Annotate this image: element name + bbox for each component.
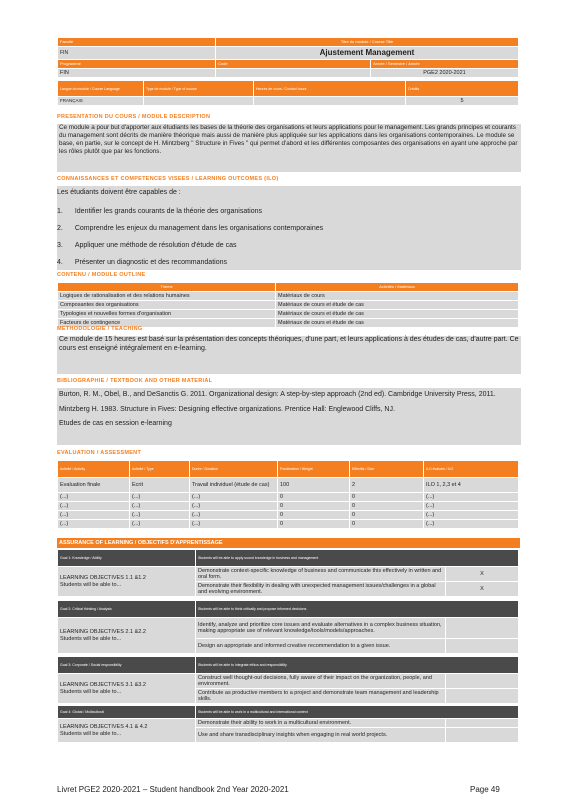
eval-cell: Ecrit (130, 478, 190, 493)
aol-mark: X (446, 582, 519, 597)
objective-subtitle: Students will be able to... (60, 688, 122, 695)
objective-subtitle: Students will be able to... (60, 581, 122, 588)
textbook-box (57, 388, 521, 445)
evaluation-table (57, 460, 519, 529)
reference: Mintzberg H. 1983. Structure in Fives: Designing effective organizations. Prentice Hall: Englewood Cliffs, NJ. (59, 405, 395, 413)
code-value (216, 69, 371, 78)
code-label: Code (216, 60, 371, 69)
table-row (58, 478, 519, 493)
learning-objective (58, 567, 196, 597)
header-faculty-label: Faculté (58, 38, 216, 47)
table-row (58, 520, 519, 529)
eval-cell: ILO 1, 2,3 et 4 (424, 478, 519, 493)
outcome-number: 1. (57, 208, 63, 215)
objective-subtitle: Students will be able to... (60, 635, 122, 642)
eval-cell: 0 (278, 520, 350, 529)
aol-mark: X (446, 567, 519, 582)
goal-detail-header: Students will be able to work in a multicultural and international context (196, 706, 519, 719)
page-number: Page 49 (470, 785, 500, 794)
outcome-item (57, 208, 517, 215)
outline-topic: Composantes des organisations (58, 301, 276, 310)
eval-cell: (...) (190, 493, 278, 502)
presentation-heading: PRESENTATION DU COURS / MODULE DESCRIPTION (57, 114, 211, 120)
eval-cell: (...) (58, 511, 130, 520)
reference: Etudes de cas en session e-learning (59, 420, 172, 427)
outline-material: Matériaux de cours et étude de cas (276, 319, 519, 328)
table-row (58, 493, 519, 502)
aol-mark (446, 719, 519, 728)
eval-col-header: Effectifs / Size (350, 461, 424, 478)
header-faculty-value: FIN (58, 47, 216, 60)
eval-cell: Evaluation finale (58, 478, 130, 493)
outcome-number: 3. (57, 242, 63, 249)
language-label: Langue du module / Course Language (58, 81, 144, 97)
table-row (58, 511, 519, 520)
aol-line: Contribute as productive members to a project and demonstrate team management and leadership skills. (196, 689, 446, 704)
goal-detail-header: Students will be able to think critically and propose informed decisions (196, 601, 519, 618)
outcome-text: Comprendre les enjeux du management dans les organisations contemporaines (74, 225, 324, 232)
aol-line: Construct well thought-out decisions, fully aware of their impact on the organization, people, and environment. (196, 674, 446, 689)
outline-topic: Typologies et nouvelles formes d'organisation (58, 310, 276, 319)
eval-cell: (...) (58, 493, 130, 502)
aol-mark (446, 639, 519, 654)
eval-cell: 0 (278, 511, 350, 520)
aol-heading: ASSURANCE OF LEARNING / OBJECTIFS D'APPRENTISSAGE (57, 538, 520, 548)
eval-cell: 0 (350, 493, 424, 502)
evaluation-heading: EVALUATION / ASSESSMENT (57, 450, 142, 456)
aol-group (57, 549, 519, 597)
eval-cell: (...) (424, 502, 519, 511)
teaching-heading: METHODOLOGIE / TEACHING (57, 326, 143, 332)
eval-cell: (...) (130, 493, 190, 502)
outline-col-header: Activités / Matériaux (276, 283, 519, 292)
learning-objective (58, 618, 196, 654)
table-row (58, 618, 519, 639)
eval-cell: (...) (424, 511, 519, 520)
outline-heading: CONTENU / MODULE OUTLINE (57, 272, 146, 278)
outline-col-header: Thème (58, 283, 276, 292)
eval-cell: (...) (130, 502, 190, 511)
aol-line: Demonstrate their flexibility in dealing with unexpected management issues/challenges in a global and evolving environment. (196, 582, 446, 597)
objective-title: LEARNING OBJECTIVES 4.1 & 4.2 (60, 723, 148, 730)
header-title-label: Titre du module / Course Title (216, 38, 519, 47)
language-value: FRANÇAIS (58, 97, 144, 106)
objective-title: LEARNING OBJECTIVES 2.1 &2.2 (60, 628, 146, 635)
aol-mark (446, 674, 519, 689)
teaching-text: Ce module de 15 heures est basé sur la présentation des concepts théoriques, d'une part, et leurs applications à des études de cas, d'autre part. Ce cours est enseigné intégralement en e-learning. (57, 336, 521, 374)
learning-objective (58, 674, 196, 704)
goal-detail-header: Students will be able to apply sound knowledge in business and management (196, 550, 519, 567)
eval-cell: (...) (130, 520, 190, 529)
goal-header: Goal 1: Knowledge / Ability (58, 550, 196, 567)
outcome-text: Présenter un diagnostic et des recommandations (74, 259, 227, 266)
aol-line: Design an appropriate and informed creative recommendation to a given issue. (196, 639, 446, 654)
outcomes-heading: CONNAISSANCES ET COMPETENCES VISEES / LEARNING OUTCOMES (ILO) (57, 176, 279, 182)
outline-table (57, 282, 519, 328)
eval-cell: 0 (278, 493, 350, 502)
programme-value: FIN (58, 69, 216, 78)
eval-cell: 0 (350, 520, 424, 529)
year-value: PGE2 2020-2021 (371, 69, 519, 78)
eval-cell: (...) (130, 511, 190, 520)
aol-group (57, 600, 519, 654)
outline-material: Matériaux de cours et étude de cas (276, 301, 519, 310)
eval-col-header: Durée / Duration (190, 461, 278, 478)
eval-cell: Travail individuel (étude de cas) (190, 478, 278, 493)
outcome-item (57, 259, 517, 266)
objective-title: LEARNING OBJECTIVES 1.1 &1.2 (60, 574, 146, 581)
goal-header: Goal 3: Corporate / Social responsibility (58, 657, 196, 674)
eval-cell: 2 (350, 478, 424, 493)
outcome-text: Identifier les grands courants de la théorie des organisations (74, 208, 263, 215)
aol-group (57, 656, 519, 704)
eval-cell: (...) (190, 511, 278, 520)
eval-cell: (...) (58, 520, 130, 529)
aol-mark (446, 618, 519, 639)
outline-topic: Facteurs de contingence (58, 319, 276, 328)
outline-topic: Logiques de rationalisation et des relations humaines (58, 292, 276, 301)
goal-detail-header: Students will be able to integrate ethics and responsibility (196, 657, 519, 674)
eval-cell: 100 (278, 478, 350, 493)
objective-subtitle: Students will be able to... (60, 730, 122, 737)
hours-value (254, 97, 406, 106)
learning-objective (58, 719, 196, 743)
outcome-text: Appliquer une méthode de résolution d'étude de cas (74, 242, 237, 249)
type-value (144, 97, 254, 106)
outline-material: Matériaux de cours (276, 292, 519, 301)
aol-line: Demonstrate their ability to work in a multicultural environment. (196, 719, 446, 728)
course-header-table-3 (57, 80, 519, 106)
eval-cell: (...) (58, 502, 130, 511)
footer-left: Livret PGE2 2020-2021 – Student handbook 2nd Year 2020-2021 (57, 785, 289, 794)
aol-mark (446, 689, 519, 704)
table-row (58, 674, 519, 689)
aol-group (57, 705, 519, 743)
table-row (58, 502, 519, 511)
eval-col-header: Pondération / Weight (278, 461, 350, 478)
year-label: Année / Semestre / Année (371, 60, 519, 69)
outcome-item (57, 225, 517, 232)
aol-line: Identify, analyze and prioritize core issues and evaluate alternatives in a complex business situation, making appropriate use of relevant knowledge/tools/models/approaches. (196, 618, 446, 639)
eval-cell: 0 (278, 502, 350, 511)
type-label: Type de module / Type of course (144, 81, 254, 97)
eval-col-header: Activité / Type (130, 461, 190, 478)
credits-value: 5 (406, 97, 519, 106)
reference: Burton, R. M., Obel, B., and DeSanctis G. 2011. Organizational design: A step-by-step approach (2nd ed). Cambridge University Press, 2011. (59, 391, 496, 398)
objective-title: LEARNING OBJECTIVES 3.1 &3.2 (60, 681, 146, 688)
course-header-table-2 (57, 59, 519, 78)
outcome-number: 2. (57, 225, 63, 232)
hours-label: Heures de cours / Contact hours (254, 81, 406, 97)
programme-label: Programme (58, 60, 216, 69)
table-row (58, 310, 519, 319)
course-header-table (57, 37, 519, 60)
eval-cell: (...) (424, 520, 519, 529)
outline-material: Matériaux de cours et étude de cas (276, 310, 519, 319)
aol-mark (446, 728, 519, 743)
course-title: Ajustement Management (216, 47, 519, 60)
goal-header: Goal 2: Critical thinking / Analysis (58, 601, 196, 618)
outcome-number: 4. (57, 259, 63, 266)
textbook-heading: BIBLIOGRAPHIE / TEXTBOOK AND OTHER MATERIAL (57, 378, 213, 384)
table-row (58, 567, 519, 582)
outcomes-intro: Les étudiants doivent être capables de : (57, 189, 181, 196)
eval-col-header: Activité / Activity (58, 461, 130, 478)
table-row (58, 301, 519, 310)
outcome-item (57, 242, 517, 249)
aol-line: Demonstrate context-specific knowledge of business and communicate this effectively in written and oral form. (196, 567, 446, 582)
table-row (58, 719, 519, 728)
eval-cell: (...) (190, 520, 278, 529)
eval-col-header: ILO évalués / ILO (424, 461, 519, 478)
goal-header: Goal 4: Global / Multicultural (58, 706, 196, 719)
eval-cell: 0 (350, 511, 424, 520)
presentation-text: Ce module a pour but d'apporter aux étudiants les bases de la théorie des organisations et leurs applications pour le management. Les grands principes et courants du management sont décrits de manière théorique mais aussi de manière plus appliquée sur les applications dans les organisations contemporaines. Le module se base, en partie, sur le concept de H. Mintzberg " Structure in Fives " qui permet d'abord et les différentes composantes des organisations en ayant une approche par les rôles plutôt que par les fonctions. (57, 124, 521, 172)
aol-line: Use and share transdisciplinary insights when engaging in real world projects. (196, 728, 446, 743)
eval-cell: 0 (350, 502, 424, 511)
credits-label: Crédits (406, 81, 519, 97)
table-row (58, 292, 519, 301)
eval-cell: (...) (190, 502, 278, 511)
eval-cell: (...) (424, 493, 519, 502)
